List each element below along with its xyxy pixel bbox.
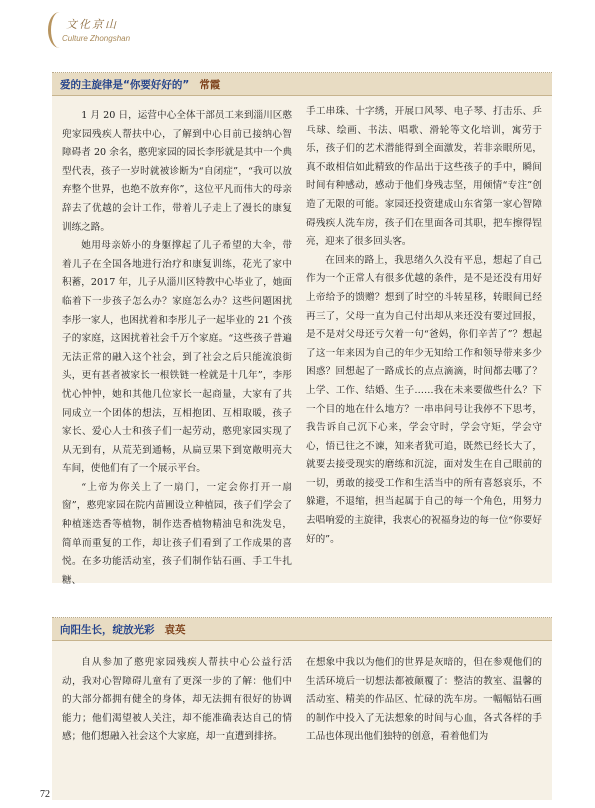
article-2-paragraph: 自从参加了憨兜家园残疾人帮扶中心公益行活动，我对心智障碍儿童有了更深一步的了解：他们中的大部分都拥有健全的身体，却无法拥有很好的协调能力；他们渴望被人关注，却不能准确表达自己的情感；他们想融入社会这个大家庭，却一直遭到排挤。 [62,657,292,743]
article-2-paragraph: 在想象中我以为他们的世界是灰暗的，但在参观他们的生活环境后一切想法都被颠覆了：整洁的教室、温馨的活动室、精美的作品区、忙碌的洗车房。一幅幅钻石画的制作中投入了无法想象的时间与心血，各式各样的手工品也体现出他们独特的创意，看着他们为 [306,657,542,743]
article-2-header [52,618,552,641]
article-2 [52,617,552,800]
article-2-right-column [306,654,542,747]
logo-english-text: Culture Zhongshan [62,34,131,43]
article-2-title-line [60,622,186,637]
article-1-right-column [306,103,542,549]
logo-chinese-text: 文化京山 [66,18,118,31]
article-1-title: 爱的主旋律是“你要好好的” [60,79,190,91]
article-1-header [52,73,552,96]
article-1-paragraph: 手工串珠、十字绣，开展口风琴、电子琴、打击乐、乒乓球、绘画、书法、唱歌、滑轮等文化培训，寓劳于乐，孩子们的艺术潜能得到全面激发，若非亲眼所见，真不敢相信如此精致的作品出于这些孩子的手中，瞬间时间有种感动，感动于他们身残志坚，用倾情“专注”创造了无限的可能。家园还投资建成山东省第一家心智障碍残疾人洗车房，孩子们在里面各司其职，把车擦得锃亮，迎来了很多回头客。 [306,106,542,248]
magazine-logo [48,10,158,60]
article-1-paragraph: 她用母亲娇小的身躯撑起了儿子希望的大伞，带着儿子在全国各地进行治疗和康复训练，花光了家中积蓄，2017 年，儿子从淄川区特教中心毕业了，她面临着下一步孩子怎么办？家庭怎么办？这些问题困扰李彤一家人，也困扰着和李彤儿子一起毕业的 21 个孩子的家庭，这困扰着社会千万个家庭。“这些孩子普遍无法正常的融入这个社会，到了社会之后只能流浪街头，更有甚者被家长一根铁链一栓就是十几年”，李彤忧心忡忡，她和其他几位家长一起商量，大家有了共同成立一个团体的想法，互相抱团、互相取暖，孩子家长、爱心人士和孩子们一起劳动，憨兜家园实现了从无到有，从荒芜到通畅，从扁豆果下到宽敞明亮大车间，使他们有了一个展示平台。 [62,240,292,475]
article-1-author: 常霞 [199,79,221,91]
article-1 [52,72,552,586]
article-2-title: 向阳生长，绽放光彩 [60,624,155,636]
article-1-title-line [60,77,220,92]
article-1-paragraph: 1 月 20 日，运营中心全体干部员工来到淄川区憨兜家园残疾人帮扶中心，了解到中心目前已接纳心智障碍者 20 余名，憨兜家园的园长李彤就是其中一个典型代表，孩子一岁时就被诊断为“自闭症”，“我可以放弃整个世界，也绝不放弃你”，这位平凡而伟大的母亲辞去了优越的会计工作，带着儿子走上了漫长的康复训练之路。 [62,110,292,233]
article-2-author: 袁英 [164,624,186,636]
article-1-left-column [62,107,292,590]
article-2-left-column [62,654,292,747]
article-1-paragraph: “上帝为你关上了一扇门，一定会你打开一扇窗”，憨兜家园在院内苗圃设立种植园，孩子们学会了种植迷迭香等植物，制作迭香植物精油皂和洗发皂，简单而重复的工作，却让孩子们看到了工作成果的喜悦。在多功能活动室，孩子们制作钻石画、手工牛扎糖、 [62,481,292,586]
page-number: 72 [40,789,50,800]
article-1-paragraph: 在回来的路上，我思绪久久没有平息，想起了自己作为一个正常人有很多优越的条件，是不是还没有用好上帝给予的馈赠？想到了时空的斗转星移，转眼间已经再三了，父母一直为自己付出却从来还没有要过回报，是不是对父母还亏欠着一句“爸妈，你们辛苦了”？想起了这一年来因为自己的年少无知给工作和领导带来多少困惑？回想起了一路成长的点点滴滴，时间都去哪了？上学、工作、结婚、生子……我在未来要做些什么？下一个目的地在什么地方？一串串问号让我停不下思考，我告诉自己沉下心来，学会守时，学会守矩，学会守心，悟已往之不谏，知来者犹可追，既然已经长大了，就要去接受现实的磨练和沉淀，面对发生在自己眼前的一切，勇敢的接受工作和生活当中的所有喜怒哀乐，不躲避，不退缩，担当起属于自己的每一个角色，用努力去唱响爱的主旋律，我衷心的祝福身边的每一位“你要好好的”。 [306,254,542,545]
